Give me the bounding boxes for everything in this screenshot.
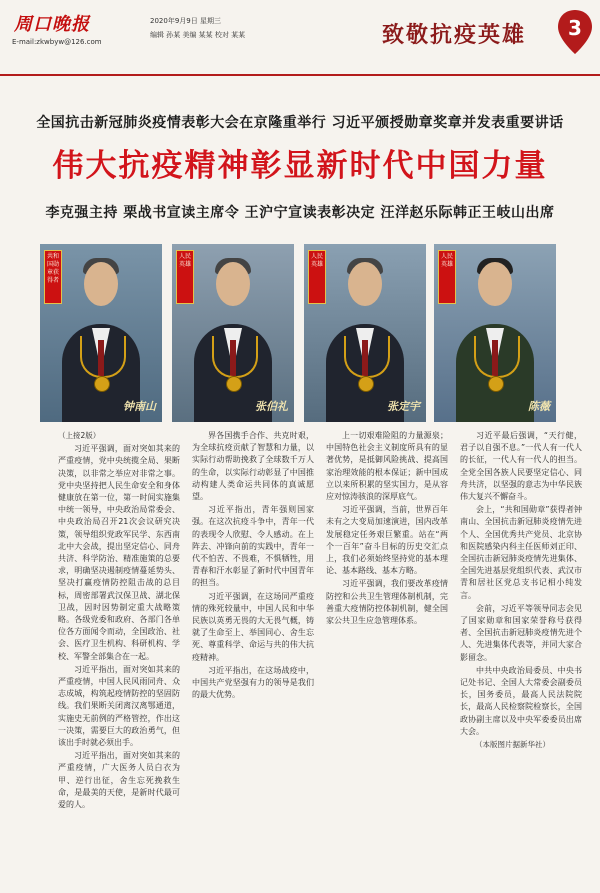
article-paragraph: 习近平强调，在这场同严重疫情的殊死较量中，中国人民和中华民族以英勇无畏的大无畏气概，铸就了生命至上、举国同心、舍生忘死、尊重科学、命运与共的伟大抗疫精神。 [192,591,314,662]
article-column [192,430,314,880]
article-paragraph: 习近平指出，在这场战疫中，中国共产党坚强有力的领导是我们的最大优势。 [192,665,314,700]
portrait-signature: 张定宇 [387,400,420,413]
medal-icon [358,376,374,392]
article-paragraph: 习近平强调，当前，世界百年未有之大变局加速演进，国内改革发展稳定任务艰巨繁重。站在“两个一百年”奋斗目标的历史交汇点上，我们必须始终坚持党的基本理论、基本路线、基本方略。 [326,505,448,576]
portrait-photo [40,244,162,422]
portrait-photo [434,244,556,422]
article-paragraph: 会前，习近平等领导同志会见了国家勋章和国家荣誉称号获得者、全国抗击新冠肺炎疫情先进个人、先进集体代表等，并同大家合影留念。 [460,603,582,662]
article-paragraph: 习近平指出，面对突如其来的严重疫情，中国人民风雨同舟、众志成城，构筑起疫情防控的坚固防线。我们果断关闭离汉离鄂通道，实施史无前例的严格管控，作出这一决策，需要巨大的政治勇气，但该出手时就必须出手。 [58,664,180,748]
article-column [326,430,448,880]
article-paragraph: 会上，“共和国勋章”获得者钟南山、全国抗击新冠肺炎疫情先进个人、全国优秀共产党员、北京协和医院感染内科主任医师刘正印、全国抗击新冠肺炎疫情先进集体、全国先进基层党组织代表、武汉市青和居社区党总支书记相小纯发言。 [460,505,582,600]
article-body [58,430,586,880]
portrait-photo [172,244,294,422]
contact-email[interactable]: E-mail:zkwbyw@126.com [12,38,102,46]
article-paragraph: 习近平指出，面对突如其来的严重疫情，广大医务人员白衣为甲、逆行出征，舍生忘死挽救生命，是最美的天使，是新时代最可爱的人。 [58,751,180,810]
section-title: 致敬抗疫英雄 [382,22,527,48]
article-paragraph: 习近平最后强调，“天行健，君子以自强不息。”一代人有一代人的长征，一代人有一代人的担当。全党全国各族人民要坚定信心、同舟共济，以坚强的意志为中华民族伟大复兴不懈奋斗。 [460,431,582,502]
article-paragraph: 上一切艰难险阻的力量源泉；中国特色社会主义制度所具有的显著优势，是抵御风险挑战、提高国家治理效能的根本保证；新中国成立以来所积累的坚实国力，是从容应对惊涛骇浪的深厚底气。 [326,431,448,502]
sub-headline: 李克强主持 栗战书宣读主席令 王沪宁宣读表彰决定 汪洋赵乐际韩正王岐山出席 [45,205,555,221]
portrait-signature: 钟南山 [123,400,156,413]
medal-icon [226,376,242,392]
portrait-signature: 张伯礼 [255,400,288,413]
portrait-signature: 陈薇 [528,400,550,413]
medal-icon [488,376,504,392]
portrait-photo [304,244,426,422]
article-paragraph: 习近平强调，我们要改革疫情防控和公共卫生管理体制机制，完善重大疫情防控体制机制，健全国家公共卫生应急管理体系。 [326,579,448,626]
issue-date: 2020年9月9日 星期三 [150,17,221,25]
kicker-headline: 全国抗击新冠肺炎疫情表彰大会在京隆重举行 习近平颁授勋章奖章并发表重要讲话 [36,115,564,131]
article-paragraph: 习近平强调，面对突如其来的严重疫情，党中央统揽全局、果断决策，以非常之举应对非常之事。党中央坚持把人民生命安全和身体健康放在第一位，第一时间实施集中统一领导，中央政治局常委会、中央政治局召开21次会议研究决策，领导组织党政军民学、东西南北中大会战，提出坚定信心、同舟共济、科学防治、精准施策的总要求，明确坚决遏制疫情蔓延势头、坚决打赢疫情防控阻击战的总目标，周密部署武汉保卫战、湖北保卫战，因时因势制定重大战略策略。各级党委和政府、各部门各单位各方面闻令而动，全国政治、社会、医疗卫生机构、科研机构、学校、军警全部集合在一起。 [58,444,180,661]
article-paragraph: 中共中央政治局委员、中央书记处书记、全国人大常委会副委员长，国务委员，最高人民法院院长，最高人民检察院检察长，全国政协副主席以及中央军委委员出席大会。 [460,665,582,736]
page-number: 3 [568,16,582,40]
masthead [0,0,600,76]
medal-icon [94,376,110,392]
honor-tag: 人民英雄 [176,250,194,304]
article-paragraph: 习近平指出，青年强则国家强。在这次抗疫斗争中，青年一代的表现令人欣慰、令人感动。在上阵去、冲锋向前的实践中，青年一代不怕苦、不畏难，不惧牺牲，用青春和汗水彰显了新时代中国青年的担当。 [192,505,314,588]
honor-tag: 人民英雄 [438,250,456,304]
honor-tag: 共和国勋章获得者 [44,250,62,304]
honor-tag: 人民英雄 [308,250,326,304]
article-paragraph: 界各国携手合作、共克时艰，为全球抗疫贡献了智慧和力量，以实际行动帮助挽救了全球数千万人的生命，以实际行动彰显了中国推动构建人类命运共同体的真诚愿望。 [192,431,314,502]
main-headline: 伟大抗疫精神彰显新时代中国力量 [52,148,548,184]
article-column [460,430,582,880]
article-column [58,430,180,880]
newspaper-logo: 周口晚报 [14,14,90,35]
continuation-note: （上接2版） [58,431,101,440]
masthead-meta [150,14,245,42]
page-number-badge [558,10,592,54]
editor-credits: 编辑 孙某 美编 某某 校对 某某 [150,31,246,39]
photo-credit: （本版图片据新华社） [475,740,550,750]
